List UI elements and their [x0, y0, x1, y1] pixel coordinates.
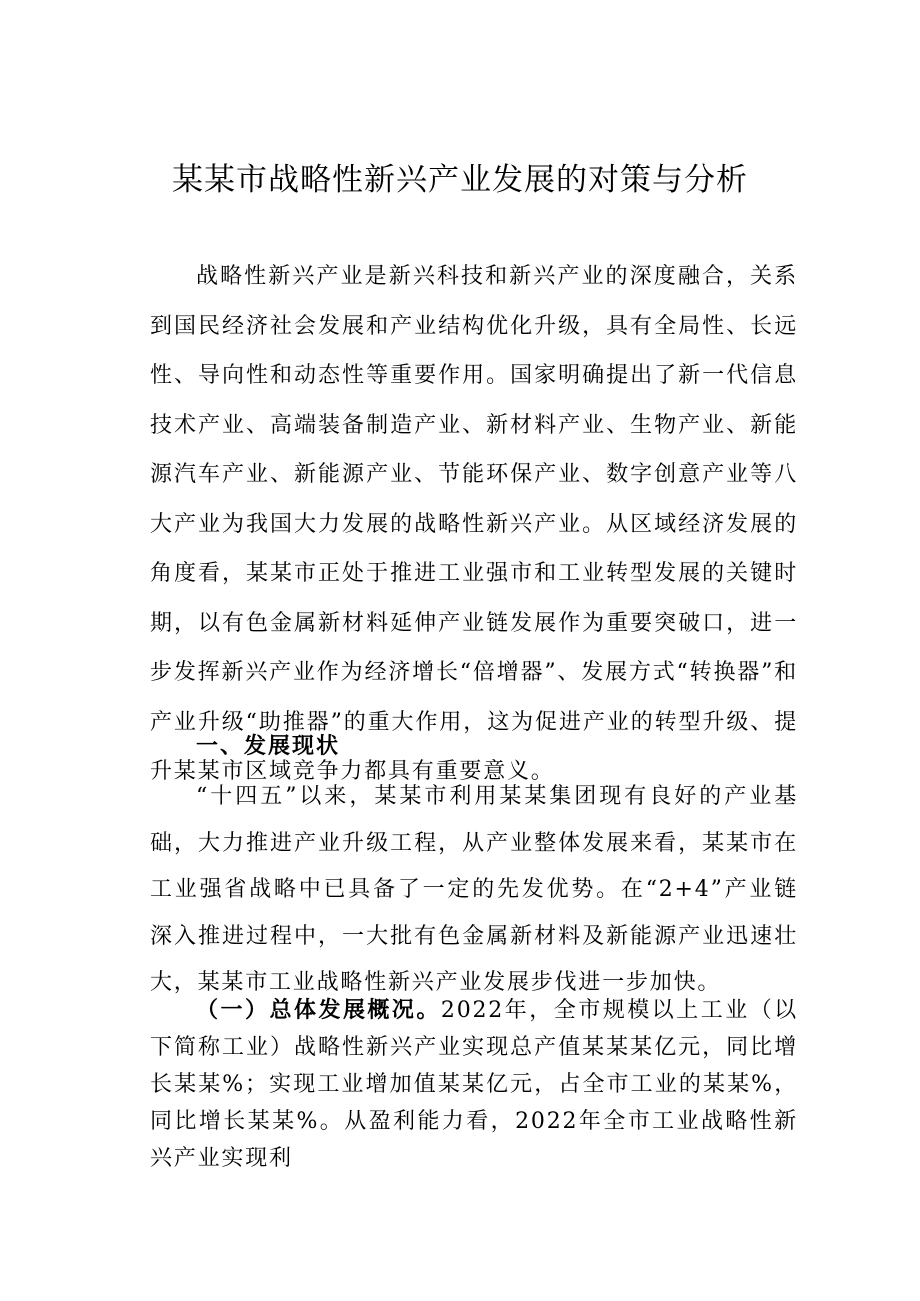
subsection-body-overview: 2022年，全市规模以上工业（以下简称工业）战略性新兴产业实现总产值某某某亿元，同比增长某某%；实现工业增加值某某亿元，占全市工业的某某%，同比增长某某%。从盈利能力看，2022年全市工业战略性新兴产业实现利	[150, 998, 798, 1171]
subsection-paragraph-overview	[150, 992, 798, 1177]
intro-paragraph: 战略性新兴产业是新兴科技和新兴产业的深度融合，关系到国民经济社会发展和产业结构优化升级，具有全局性、长远性、导向性和动态性等重要作用。国家明确提出了新一代信息技术产业、高端装备制造产业、新材料产业、生物产业、新能源汽车产业、新能源产业、节能环保产业、数字创意产业等八大产业为我国大力发展的战略性新兴产业。从区域经济发展的角度看，某某市正处于推进工业强市和工业转型发展的关键时期，以有色金属新材料延伸产业链发展作为重要突破口，进一步发挥新兴产业作为经济增长“倍增器”、发展方式“转换器”和产业升级“助推器”的重大作用，这为促进产业的转型升级、提升某某市区域竞争力都具有重要意义。	[150, 264, 798, 784]
subsection-lead-overview: （一）总体发展概况。	[196, 998, 441, 1023]
document-title: 某某市战略性新兴产业发展的对策与分析	[172, 162, 748, 198]
section-paragraph-development-status: “十四五”以来，某某市利用某某集团现有良好的产业基础，大力推进产业升级工程，从产业整体发展来看，某某市在工业强省战略中已具备了一定的先发优势。在“2+4”产业链深入推进过程中，一大批有色金属新材料及新能源产业迅速壮大，某某市工业战略性新兴产业发展步伐进一步加快。	[150, 784, 798, 995]
section-heading-development-status: 一、发展现状	[196, 734, 341, 759]
